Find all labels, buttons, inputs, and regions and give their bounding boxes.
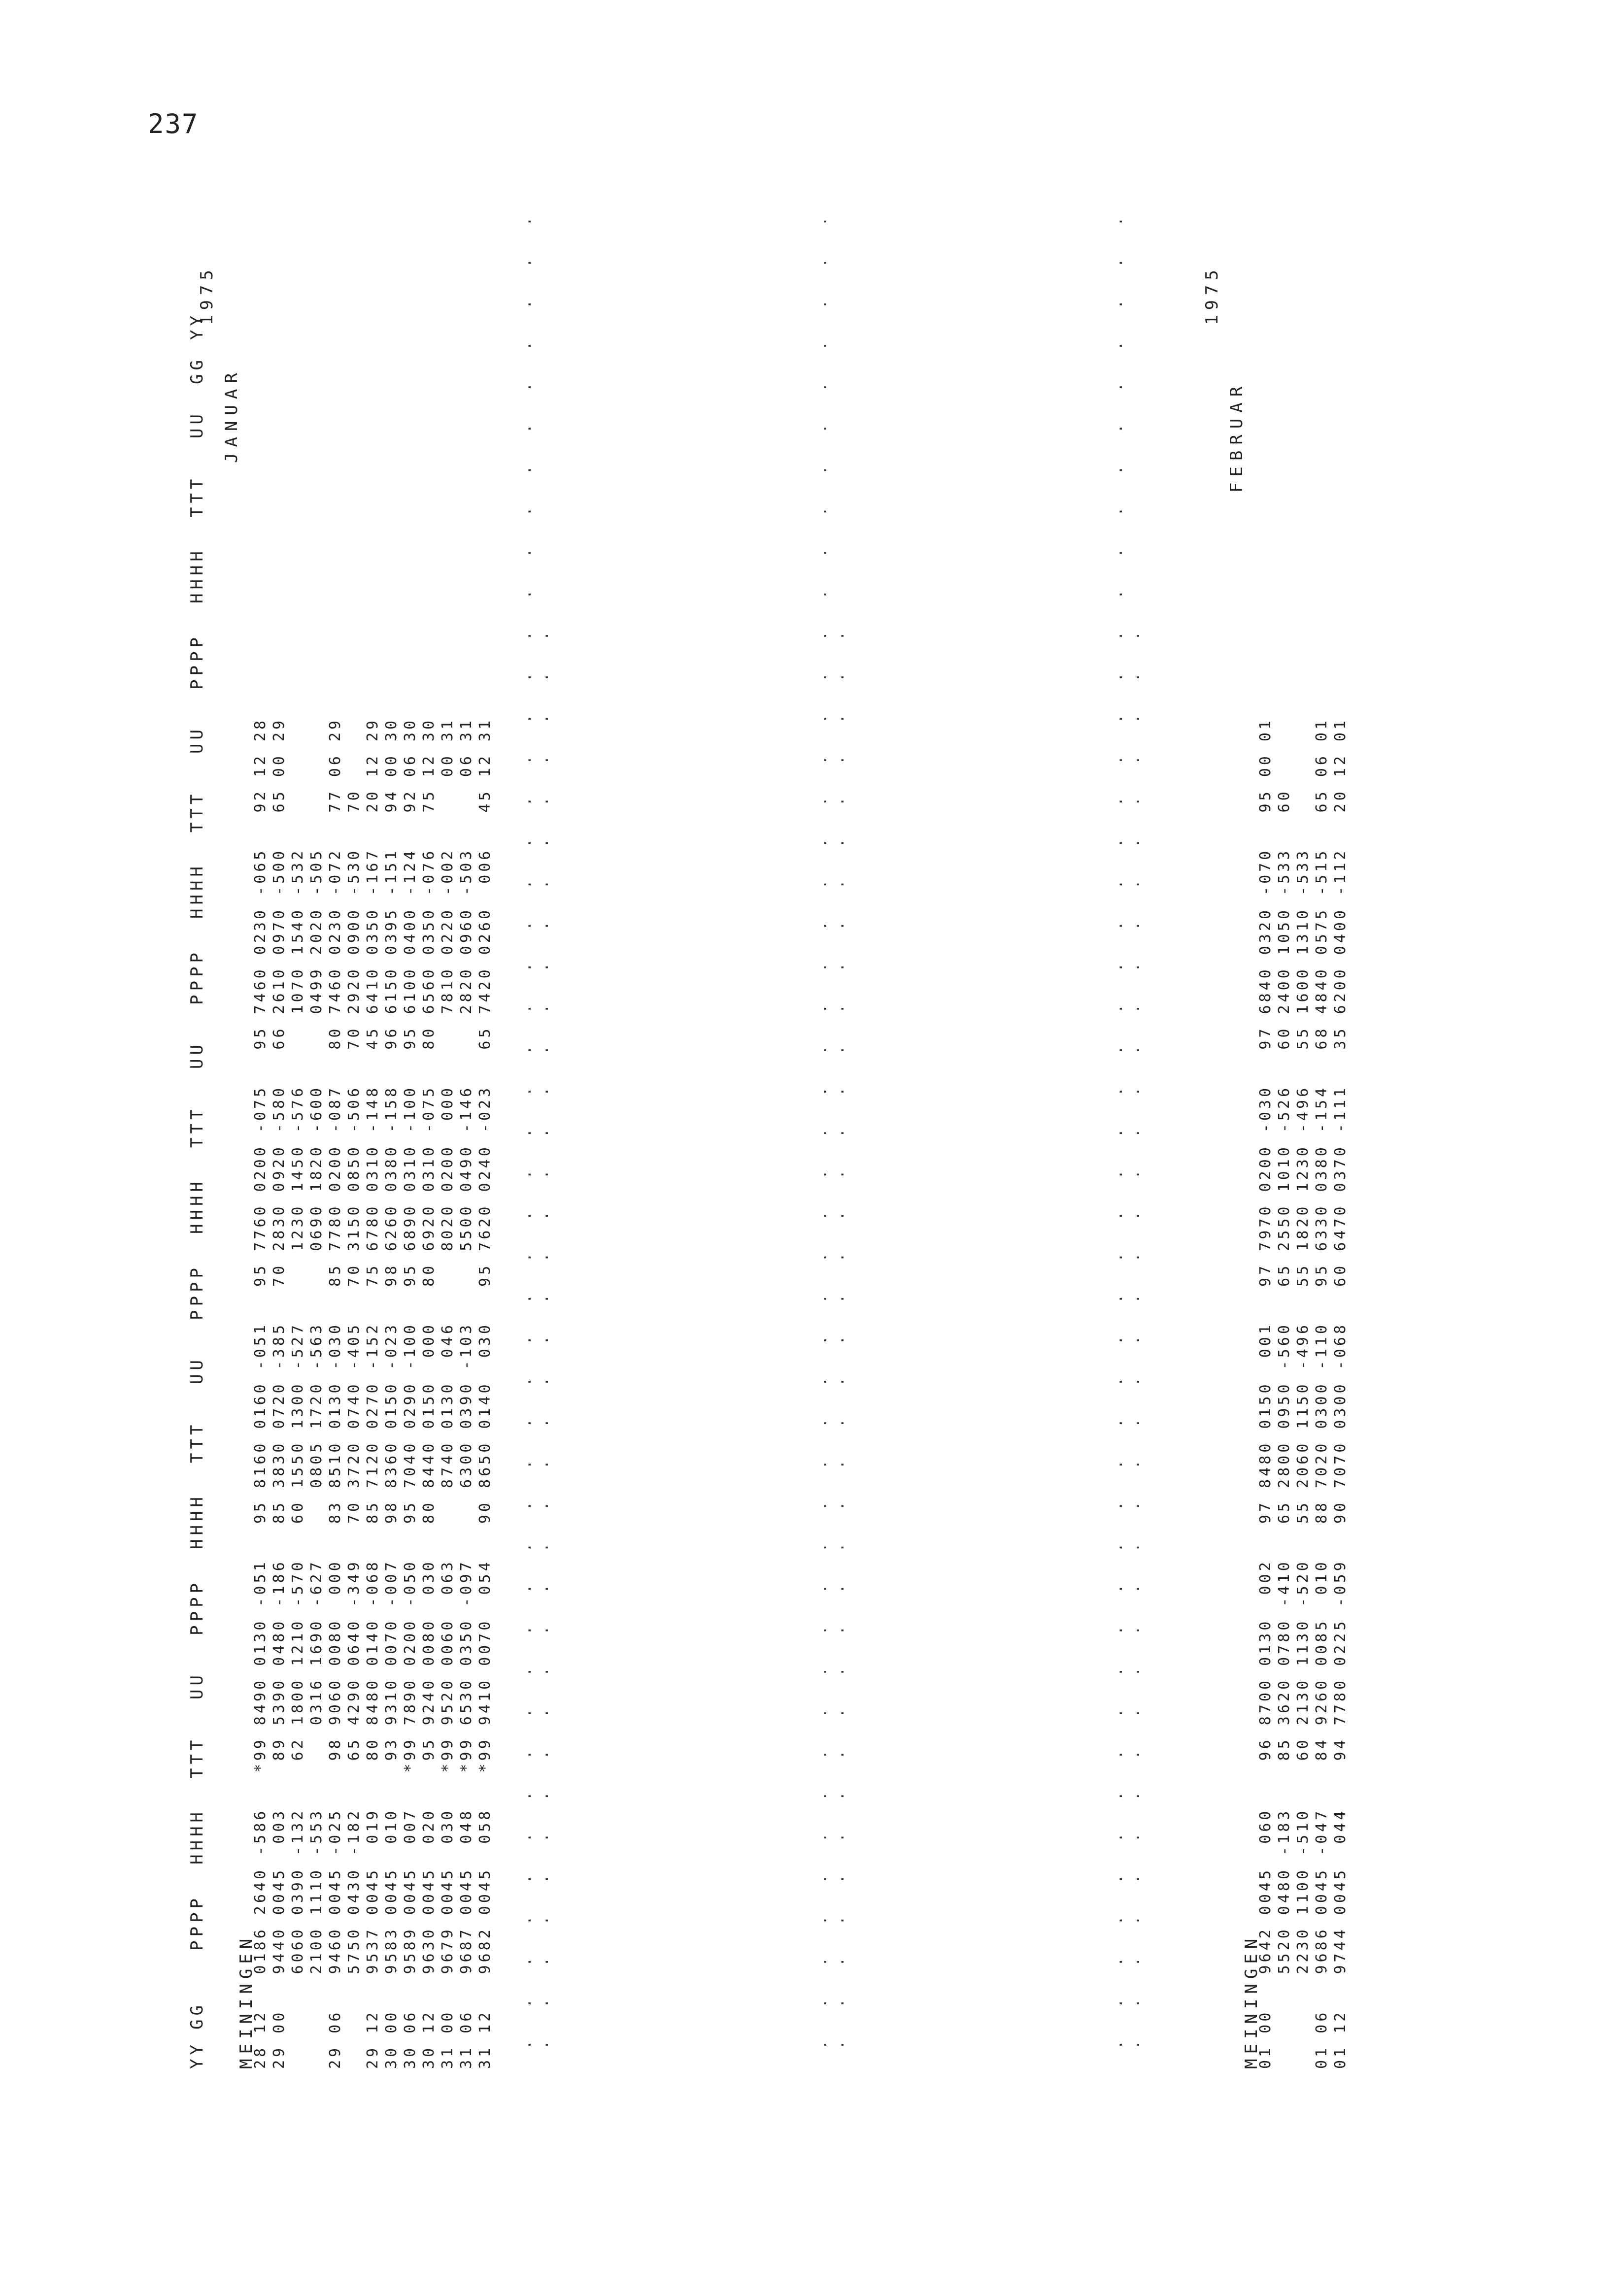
table-row: 30 06 9589 0045 007 *99 7890 0200 -050 95 7040 0290 -100 95 6890 0310 -100 95 6100 0400 -124 92 06 30 — [402, 717, 419, 2069]
column-header: HHHH — [187, 547, 207, 603]
column-header: GG — [187, 2001, 207, 2030]
table-row: 01 12 9744 0045 044 94 7780 0225 -059 90 7070 0300 -068 60 6470 0370 -111 35 6200 0400 -112 20 12 01 — [1332, 717, 1349, 2069]
column-header: HHHH — [187, 1808, 207, 1864]
page-number: 237 — [148, 108, 199, 139]
column-header: PPPP — [187, 633, 207, 690]
row-separator-dots: . . . . . . . . . . . . . . . . . . . . . . . . . . . . . . . . . . . . . . . . . . . . . . . . . . . . . . . . . . . . . . . . . . . . . . . . . . . . . . . . — [517, 205, 552, 2049]
column-header: TTT — [187, 1105, 207, 1148]
table-row: 29 00 9440 0045 003 89 5390 0480 -186 85 3830 0720 -385 70 2830 0920 -580 66 2610 0970 -500 65 00 29 — [270, 717, 288, 2069]
column-header: UU — [187, 1356, 207, 1384]
column-header: PPPP — [187, 1264, 207, 1320]
year-label-january: 1975 — [197, 265, 217, 325]
column-header: UU — [187, 1041, 207, 1069]
table-row: 6060 0390 -132 62 1800 1210 -570 60 1550 1300 -527 1230 1450 -576 1070 1540 -532 — [289, 848, 306, 2069]
column-header: TTT — [187, 1421, 207, 1463]
table-row: 31 00 9679 0045 030 *99 9520 0060 063 8740 0130 046 8020 0200 000 7810 0220 -002 00 31 — [439, 717, 456, 2069]
table-row: 01 00 9642 0045 060 96 8700 0130 002 97 8480 0150 001 97 7970 0200 -030 97 6840 0320 -070 95 00 01 — [1257, 717, 1274, 2069]
row-separator-dots: . . . . . . . . . . . . . . . . . . . . . . . . . . . . . . . . . . . . . . . . . . . . . . . . . . . . . . . . . . . . . . . . . . . . . . . . . . . . . . . . — [813, 205, 847, 2049]
table-row: 2100 1110 -553 0316 1690 -627 0805 1720 -563 0690 1820 -600 0499 2020 -505 — [308, 848, 325, 2069]
column-header: YY — [187, 2041, 207, 2069]
year-label-february: 1975 — [1202, 265, 1222, 325]
table-row: 5750 0430 -182 65 4290 0640 -349 70 3720 0740 -405 70 3150 0850 -506 70 2920 0900 -530 70 — [345, 789, 363, 2069]
month-label-january: JANUAR — [222, 367, 241, 463]
table-row: 29 12 9537 0045 019 80 8480 0140 -068 85 7120 0270 -152 75 6780 0310 -148 45 6410 0350 -167 20 12 29 — [364, 717, 381, 2069]
station-label-january: MEININGEN — [237, 1933, 256, 2069]
column-header: UU — [187, 1671, 207, 1699]
february-data-block — [1256, 718, 1350, 2069]
table-row: 2230 1100 -510 60 2130 1130 -520 55 2060 1150 -496 55 1820 1230 -496 55 1600 1310 -533 — [1294, 848, 1312, 2069]
table-row: 30 12 9630 0045 020 95 9240 0080 030 80 8440 0150 000 80 6920 0310 -075 80 6560 0350 -076 75 12 30 — [420, 717, 438, 2069]
column-header: HHHH — [187, 1178, 207, 1234]
row-separator-dots: . . . . . . . . . . . . . . . . . . . . . . . . . . . . . . . . . . . . . . . . . . . . . . . . . . . . . . . . . . . . . . . . . . . . . . . . . . . . . . . . — [1109, 205, 1143, 2049]
table-row: 5520 0480 -183 85 3620 0780 -410 65 2800 0950 -560 65 2550 1010 -526 60 2400 1050 -533 60 — [1276, 789, 1293, 2069]
column-header: HHHH — [187, 1493, 207, 1549]
column-header: PPPP — [187, 949, 207, 1005]
column-header: UU — [187, 410, 207, 438]
table-row: 31 12 9682 0045 058 *99 9410 0070 054 90 8650 0140 030 95 7620 0240 -023 65 7420 0260 006 45 12 31 — [476, 717, 494, 2069]
column-header: TTT — [187, 475, 207, 517]
table-row: 28 12 0186 2640 -586 *99 8490 0130 -051 95 8160 0160 -051 95 7760 0200 -075 95 7460 0230 -065 92 12 28 — [252, 717, 269, 2069]
column-header: PPPP — [187, 1895, 207, 1951]
column-header: PPPP — [187, 1579, 207, 1635]
column-header: UU — [187, 726, 207, 754]
station-label-february: MEININGEN — [1242, 1933, 1261, 2069]
table-row: 31 06 9687 0045 048 *99 6530 0350 -097 6300 0390 -103 5500 0490 -146 2820 0960 -503 06 31 — [458, 717, 475, 2069]
column-header: TTT — [187, 1736, 207, 1778]
column-header: GG — [187, 356, 207, 384]
column-header: YY — [187, 312, 207, 340]
month-label-february: FEBRUAR — [1227, 380, 1247, 493]
rotated-table — [177, 187, 1458, 2069]
table-row: 30 00 9583 0045 010 93 9310 0070 -007 98 8360 0150 -023 98 6260 0380 -158 96 6150 0395 -151 94 00 30 — [383, 717, 400, 2069]
table-row: 01 06 9686 0045 -047 84 9260 0085 010 88 7020 0300 -110 95 6330 0380 -154 68 4840 0575 -515 65 06 01 — [1313, 717, 1330, 2069]
january-data-block — [251, 718, 495, 2069]
column-header: HHHH — [187, 863, 207, 919]
column-header-row — [182, 300, 212, 2069]
table-row: 29 06 9460 0045 -025 98 9060 0080 000 83 8510 0130 -030 85 7780 0200 -087 80 7460 0230 -072 77 06 29 — [327, 717, 344, 2069]
column-header: TTT — [187, 790, 207, 832]
